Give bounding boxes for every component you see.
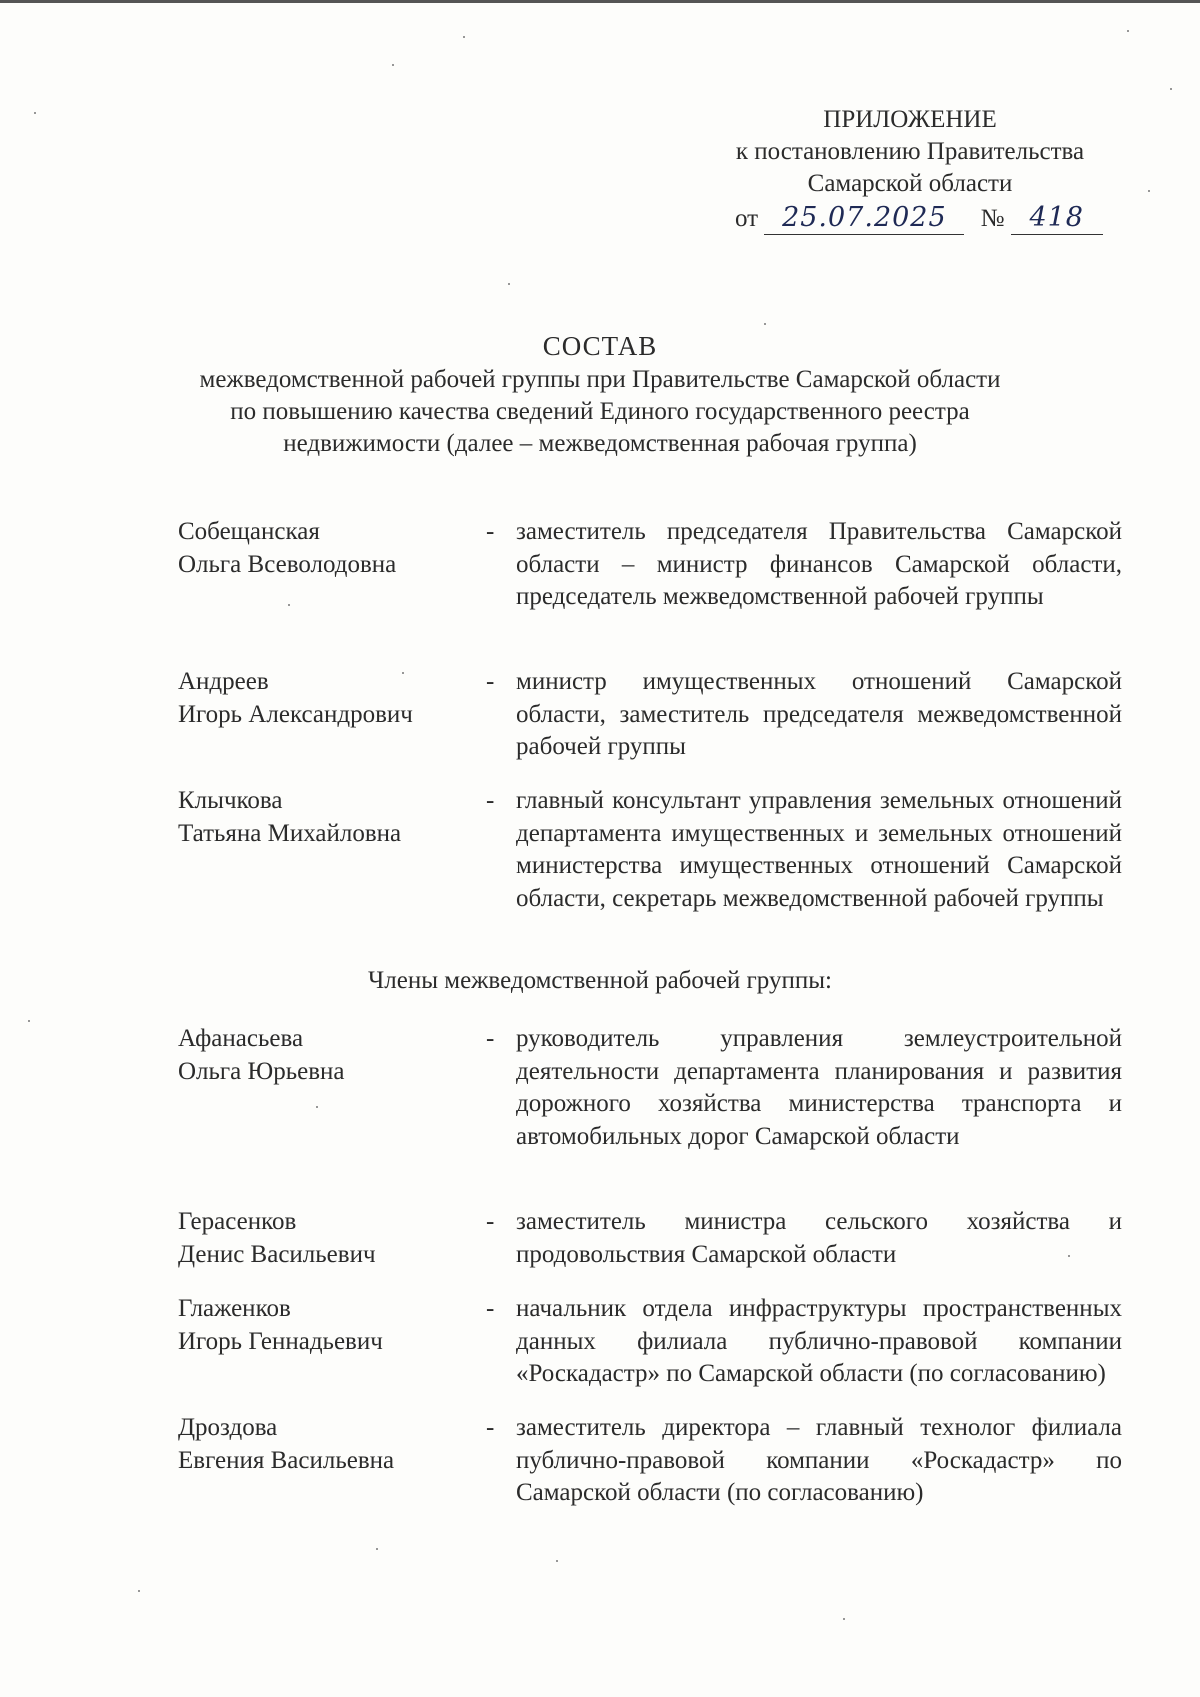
person-name (178, 1412, 478, 1477)
person-given-names: Игорь Александрович (178, 700, 413, 728)
document-heading: СОСТАВ (542, 331, 658, 361)
person-role: заместитель министра сельского хозяйства и продовольствия Самарской области (516, 1208, 1122, 1268)
scan-speck (1170, 88, 1172, 90)
entry-dash: - (486, 668, 495, 695)
appendix-date-line (735, 202, 1103, 235)
document-subtitle-line: по повышению качества сведений Единого государственного реестра (230, 398, 970, 425)
person-role: руководитель управления землеустроительной деятельности департамента планирования и развития дорожного хозяйства министерства транспорта и автомобильных дорог Самарской области (516, 1025, 1122, 1150)
person-given-names: Денис Васильевич (178, 1240, 376, 1268)
document-title-block (150, 330, 1050, 460)
person-role: начальник отдела инфраструктуры пространственных данных филиала публично-правовой компании «Роскадастр» по Самарской области (по согласованию) (516, 1295, 1122, 1387)
person-given-names: Игорь Геннадьевич (178, 1327, 383, 1355)
person-surname: Дроздова (178, 1414, 278, 1441)
handwritten-date: 25.07.2025 (764, 202, 964, 235)
person-given-names: Ольга Всеволодовна (178, 550, 397, 578)
scan-speck (508, 283, 510, 285)
person-role: главный консультант управления земельных отношений департамента имущественных и земельных отношений министерства имущественных отношений Самарской области, секретарь межведомственной рабочей группы (516, 787, 1122, 912)
scan-speck (764, 323, 766, 325)
scan-speck (392, 64, 394, 66)
entry-dash: - (486, 1208, 495, 1235)
person-surname: Афанасьева (178, 1025, 304, 1052)
scan-speck (316, 1106, 318, 1108)
entry-dash: - (486, 1414, 495, 1441)
date-prefix: от (735, 205, 759, 232)
person-surname: Собещанская (178, 518, 320, 545)
appendix-line-1: к постановлению Правительства (735, 138, 1085, 165)
members-heading: Члены межведомственной рабочей группы: (368, 967, 832, 994)
scan-speck (1148, 190, 1150, 192)
person-surname: Андреев (178, 668, 269, 695)
person-role: заместитель директора – главный технолог филиала публично-правовой компании «Роскадастр» по Самарской области (по согласованию) (516, 1414, 1122, 1506)
scan-speck (376, 1548, 378, 1550)
appendix-line-2: Самарской области (807, 170, 1013, 197)
appendix-title: ПРИЛОЖЕНИЕ (823, 106, 997, 133)
scan-speck (288, 604, 290, 606)
handwritten-number: 418 (1011, 202, 1103, 235)
scan-speck (463, 36, 465, 38)
entry-dash: - (486, 1025, 495, 1052)
person-given-names: Татьяна Михайловна (178, 819, 402, 847)
person-role: заместитель председателя Правительства Самарской области – министр финансов Самарской области, председатель межведомственной рабочей группы (516, 518, 1122, 610)
scan-speck (28, 1020, 30, 1022)
scan-speck (556, 1560, 558, 1562)
number-prefix: № (980, 205, 1005, 232)
person-surname: Глаженков (178, 1295, 291, 1322)
person-given-names: Евгения Васильевна (178, 1446, 395, 1474)
person-surname: Герасенков (178, 1208, 297, 1235)
person-role: министр имущественных отношений Самарской области, заместитель председателя межведомственной рабочей группы (516, 668, 1122, 760)
person-name (178, 1293, 478, 1358)
person-name (178, 1023, 478, 1088)
scan-speck (34, 112, 36, 114)
person-name (178, 516, 478, 581)
entry-dash: - (486, 1295, 495, 1322)
entry-dash: - (486, 787, 495, 814)
scan-speck (138, 1590, 140, 1592)
person-name (178, 1206, 478, 1271)
person-given-names: Ольга Юрьевна (178, 1057, 345, 1085)
person-name (178, 785, 478, 850)
appendix-header (690, 104, 1130, 200)
scan-top-edge (0, 0, 1200, 3)
document-subtitle-line: межведомственной рабочей группы при Правительстве Самарской области (199, 366, 1001, 393)
document-subtitle-line: недвижимости (далее – межведомственная рабочая группа) (283, 430, 917, 457)
person-surname: Клычкова (178, 787, 283, 814)
scan-speck (843, 1618, 845, 1620)
entry-dash: - (486, 518, 495, 545)
scan-speck (1127, 30, 1129, 32)
person-name (178, 666, 478, 731)
